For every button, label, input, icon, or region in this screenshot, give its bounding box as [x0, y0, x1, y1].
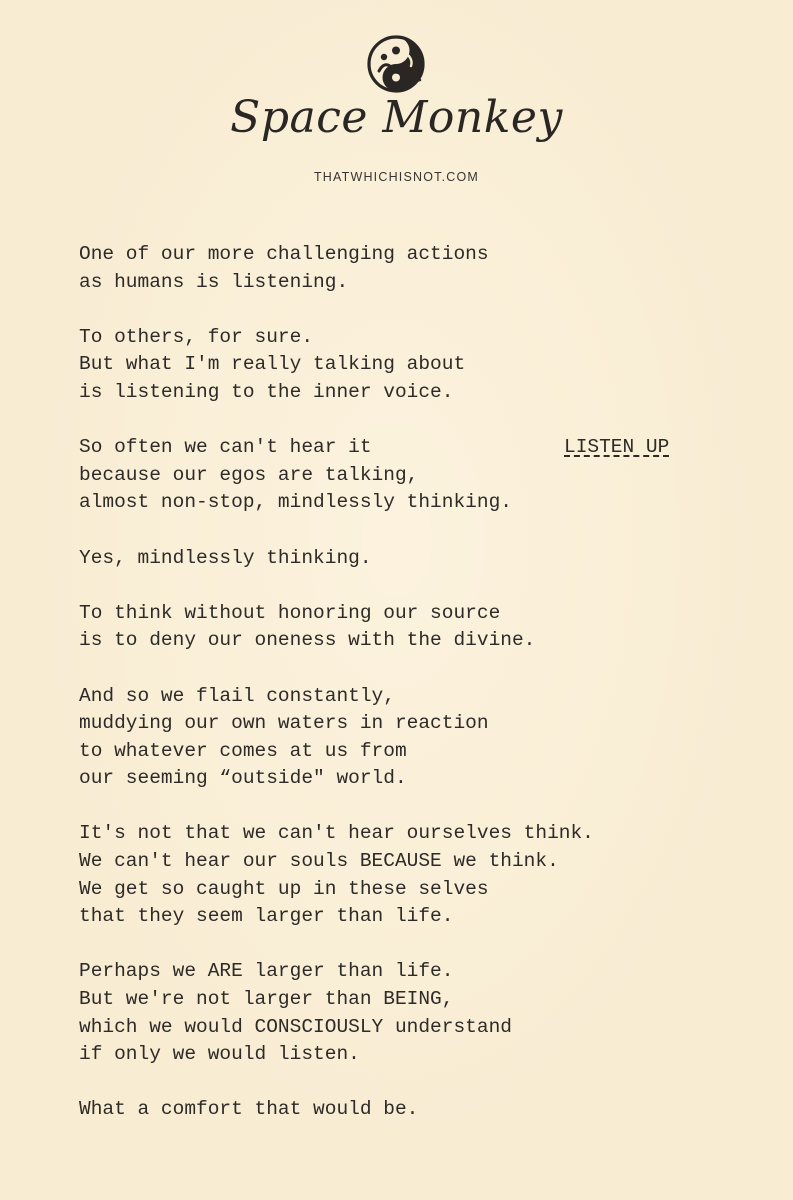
poem-line: What a comfort that would be.	[79, 1098, 419, 1121]
stanza-gap	[79, 572, 594, 600]
stanza	[79, 241, 594, 296]
stanza-gap	[79, 1069, 594, 1097]
poem-line: if only we would listen.	[79, 1043, 360, 1066]
poem-body	[79, 241, 594, 1124]
site-url: THATWHICHISNOT.COM	[313, 170, 480, 184]
poem-line: is listening to the inner voice.	[79, 380, 454, 403]
poem-line: almost non-stop, mindlessly thinking.	[79, 491, 512, 514]
poem-line: But what I'm really talking about	[79, 353, 466, 376]
stanza	[79, 683, 594, 793]
stanza	[79, 1096, 594, 1124]
stanza	[79, 958, 594, 1068]
poem-line: that they seem larger than life.	[79, 905, 454, 928]
brand-logotype: Space Monkey	[230, 92, 563, 143]
poem-line: as humans is listening.	[79, 270, 349, 293]
poem-line: is to deny our oneness with the divine.	[79, 629, 536, 652]
stanza-gap	[79, 517, 594, 545]
poem-line: But we're not larger than BEING,	[79, 988, 454, 1011]
yin-yang-monkey-icon	[365, 33, 427, 95]
stanza	[79, 600, 594, 655]
poem-line: our seeming “outside" world.	[79, 767, 407, 790]
poem-line: We get so caught up in these selves	[79, 877, 489, 900]
stanza-gap	[79, 931, 594, 959]
poem-line: To others, for sure.	[79, 325, 314, 348]
stanza	[79, 324, 594, 407]
stanza	[79, 434, 594, 517]
poem-line: Perhaps we ARE larger than life.	[79, 960, 454, 983]
poem-line: One of our more challenging actions	[79, 243, 489, 265]
poem-line: To think without honoring our source	[79, 601, 501, 624]
poem-line: because our egos are talking,	[79, 463, 419, 486]
stanza-gap	[79, 655, 594, 683]
stanza-gap	[79, 793, 594, 821]
poem-line: Yes, mindlessly thinking.	[79, 546, 372, 569]
stanza	[79, 545, 594, 573]
stanza-gap	[79, 407, 594, 435]
poem-line: to whatever comes at us from	[79, 739, 407, 762]
poem-line: So often we can't hear it	[79, 436, 372, 459]
poem-line: And so we flail constantly,	[79, 684, 395, 707]
poem-line: which we would CONSCIOUSLY understand	[79, 1015, 512, 1038]
stanza-gap	[79, 296, 594, 324]
poem-line: It's not that we can't hear ourselves think.	[79, 822, 594, 845]
stanza	[79, 820, 594, 930]
poem-line: We can't hear our souls BECAUSE we think.	[79, 850, 559, 873]
poem-line: muddying our own waters in reaction	[79, 712, 489, 735]
margin-note: LISTEN UP	[564, 436, 670, 458]
